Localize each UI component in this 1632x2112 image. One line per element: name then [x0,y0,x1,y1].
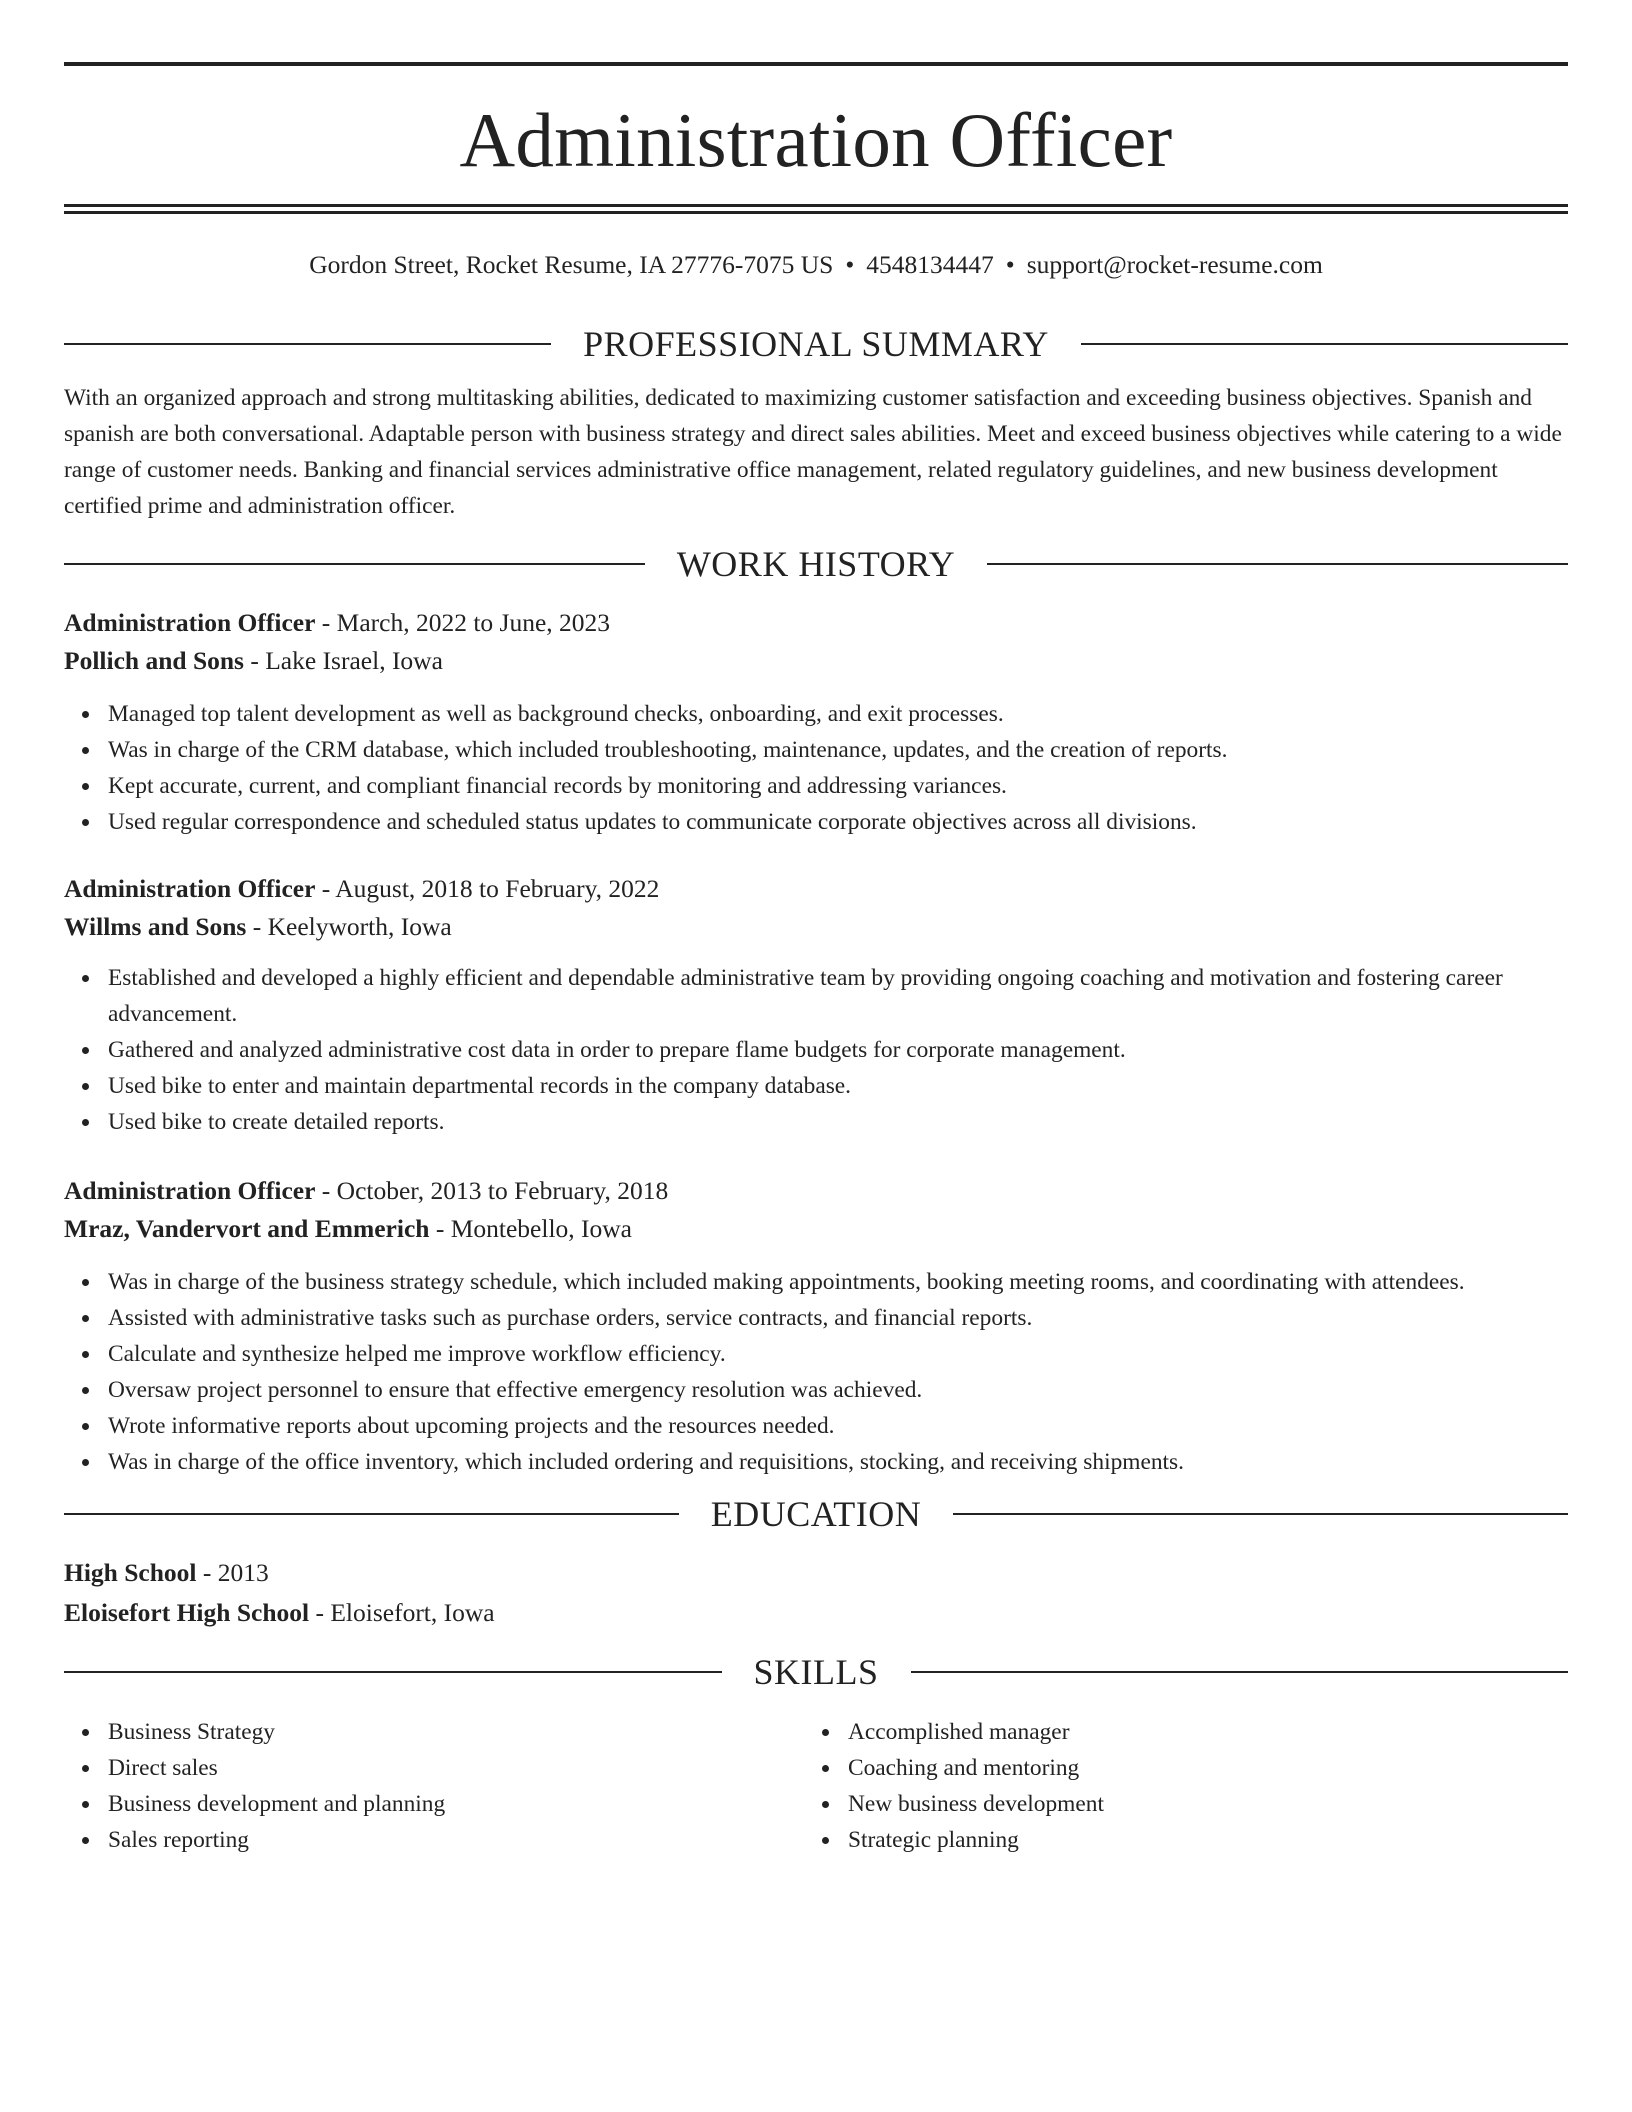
education-location: - Eloisefort, Iowa [309,1598,495,1627]
skill-item: New business development [848,1786,1544,1822]
list-item: Used bike to create detailed reports. [108,1104,1568,1140]
job-title-line [64,870,1568,908]
job-entry [64,870,1568,1140]
job-entry [64,604,1568,840]
job-company-line [64,908,1568,946]
job-title-line [64,604,1568,642]
job-company: Willms and Sons [64,912,247,941]
skills-list [64,1714,1568,1858]
heading-rule [911,1671,1569,1673]
skill-item: Coaching and mentoring [848,1750,1544,1786]
job-entry [64,1172,1568,1480]
skills-heading [64,1652,1568,1692]
job-bullets [64,1264,1568,1480]
job-role: Administration Officer [64,608,316,637]
list-item: Kept accurate, current, and compliant financial records by monitoring and addressing variances. [108,768,1568,804]
job-location: - Montebello, Iowa [429,1214,632,1243]
heading-rule [953,1513,1568,1515]
job-company: Pollich and Sons [64,646,244,675]
job-company: Mraz, Vandervort and Emmerich [64,1214,430,1243]
skills-heading-label: SKILLS [753,1652,879,1692]
heading-rule [64,1513,679,1515]
list-item: Was in charge of the business strategy schedule, which included making appointments, booking meeting rooms, and coordinating with attendees. [108,1264,1568,1300]
skill-item: Business Strategy [108,1714,804,1750]
contact-phone: 4548134447 [866,250,994,279]
heading-rule [64,563,645,565]
job-dates: - October, 2013 to February, 2018 [315,1176,669,1205]
education-year: - 2013 [196,1558,269,1587]
list-item: Used bike to enter and maintain departmental records in the company database. [108,1068,1568,1104]
skill-item: Strategic planning [848,1822,1544,1858]
job-location: - Lake Israel, Iowa [243,646,443,675]
education-degree: High School [64,1558,197,1587]
list-item: Was in charge of the office inventory, which included ordering and requisitions, stocking, and receiving shipments. [108,1444,1568,1480]
job-role: Administration Officer [64,1176,316,1205]
list-item: Was in charge of the CRM database, which included troubleshooting, maintenance, updates, and the creation of reports. [108,732,1568,768]
work-history-heading-label: WORK HISTORY [676,544,956,584]
summary-heading-label: PROFESSIONAL SUMMARY [583,324,1049,364]
skill-item: Business development and planning [108,1786,804,1822]
job-role: Administration Officer [64,874,316,903]
job-company-line [64,1210,1568,1248]
heading-rule [64,343,551,345]
job-location: - Keelyworth, Iowa [246,912,452,941]
work-history-heading [64,544,1568,584]
heading-rule [1081,343,1568,345]
list-item: Assisted with administrative tasks such as purchase orders, service contracts, and financial reports. [108,1300,1568,1336]
job-dates: - August, 2018 to February, 2022 [315,874,660,903]
job-company-line [64,642,1568,680]
skills-column-left [64,1714,804,1858]
skill-item: Sales reporting [108,1822,804,1858]
contact-separator: • [845,250,855,279]
contact-email: support@rocket-resume.com [1026,250,1323,279]
top-rule [64,62,1568,66]
education-school-line [64,1594,1568,1632]
title-double-rule [64,204,1568,214]
education-degree-line [64,1554,1568,1592]
list-item: Calculate and synthesize helped me improve workflow efficiency. [108,1336,1568,1372]
skill-item: Accomplished manager [848,1714,1544,1750]
contact-separator: • [1005,250,1015,279]
skills-bullets-left [64,1714,804,1858]
list-item: Established and developed a highly efficient and dependable administrative team by providing ongoing coaching and motivation and fostering career advancement. [108,960,1568,1032]
job-dates: - March, 2022 to June, 2023 [315,608,611,637]
job-title-line [64,1172,1568,1210]
list-item: Managed top talent development as well as background checks, onboarding, and exit processes. [108,696,1568,732]
contact-line [64,250,1568,280]
list-item: Oversaw project personnel to ensure that effective emergency resolution was achieved. [108,1372,1568,1408]
education-heading-label: EDUCATION [710,1494,922,1534]
list-item: Wrote informative reports about upcoming projects and the resources needed. [108,1408,1568,1444]
list-item: Gathered and analyzed administrative cost data in order to prepare flame budgets for corporate management. [108,1032,1568,1068]
education-school: Eloisefort High School [64,1598,310,1627]
job-bullets [64,696,1568,840]
list-item: Used regular correspondence and scheduled status updates to communicate corporate objectives across all divisions. [108,804,1568,840]
education-entry [64,1554,1568,1632]
resume-title: Administration Officer [459,97,1173,183]
skill-item: Direct sales [108,1750,804,1786]
skills-column-right [804,1714,1544,1858]
contact-address: Gordon Street, Rocket Resume, IA 27776-7075 US [309,250,834,279]
summary-heading [64,324,1568,364]
heading-rule [987,563,1568,565]
skills-bullets-right [804,1714,1544,1858]
job-bullets [64,960,1568,1140]
summary-text: With an organized approach and strong multitasking abilities, dedicated to maximizing customer satisfaction and exceeding business objectives. Spanish and spanish are both conversational. Adaptable person with business strategy and direct sales abilities. Meet and exceed business objectives while catering to a wide range of customer needs. Banking and financial services administrative office management, related regulatory guidelines, and new business development certified prime and administration officer. [64,385,1562,519]
heading-rule [64,1671,722,1673]
education-heading [64,1494,1568,1534]
